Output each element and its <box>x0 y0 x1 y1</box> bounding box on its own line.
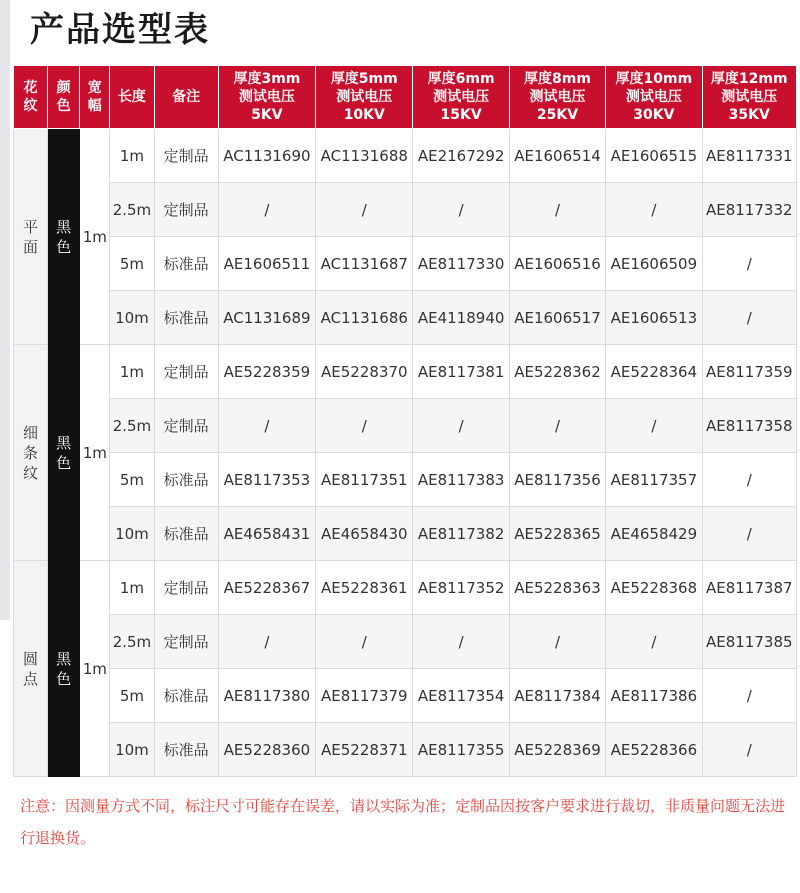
product-code-cell: AE5228369 <box>509 723 605 777</box>
product-code-cell: AE8117356 <box>509 453 605 507</box>
product-code-cell: AE5228366 <box>606 723 702 777</box>
product-code-cell: AE5228360 <box>218 723 315 777</box>
product-code-cell: AE8117386 <box>606 669 702 723</box>
product-code-cell: AE8117357 <box>606 453 702 507</box>
note-cell: 定制品 <box>154 345 218 399</box>
note-cell: 定制品 <box>154 615 218 669</box>
length-cell: 1m <box>110 129 154 183</box>
product-code-cell: / <box>413 615 509 669</box>
product-code-cell: AE1606515 <box>606 129 702 183</box>
note-cell: 定制品 <box>154 129 218 183</box>
table-row <box>14 129 797 183</box>
product-code-cell: / <box>702 723 796 777</box>
product-code-cell: AE4658430 <box>316 507 413 561</box>
product-code-cell: AE5228361 <box>316 561 413 615</box>
header-note: 备注 <box>154 66 218 129</box>
length-cell: 5m <box>110 453 154 507</box>
product-code-cell: / <box>702 453 796 507</box>
length-cell: 2.5m <box>110 399 154 453</box>
note-cell: 定制品 <box>154 183 218 237</box>
product-code-cell: / <box>702 507 796 561</box>
header-thickness-8mm: 厚度8mm 测试电压 25KV <box>509 66 605 129</box>
product-code-cell: AE8117385 <box>702 615 796 669</box>
product-code-cell: / <box>509 183 605 237</box>
product-code-cell: AE1606513 <box>606 291 702 345</box>
product-code-cell: / <box>702 237 796 291</box>
product-code-cell: AE8117331 <box>702 129 796 183</box>
header-thickness-12mm: 厚度12mm 测试电压 35KV <box>702 66 796 129</box>
product-code-cell: AE8117383 <box>413 453 509 507</box>
note-cell: 标准品 <box>154 669 218 723</box>
product-code-cell: AE8117381 <box>413 345 509 399</box>
header-pattern: 花纹 <box>14 66 48 129</box>
product-code-cell: AE1606516 <box>509 237 605 291</box>
length-cell: 5m <box>110 237 154 291</box>
table-row <box>14 345 797 399</box>
table-row <box>14 561 797 615</box>
note-cell: 标准品 <box>154 723 218 777</box>
product-code-cell: / <box>606 399 702 453</box>
product-code-cell: AE8117379 <box>316 669 413 723</box>
note-cell: 定制品 <box>154 561 218 615</box>
product-code-cell: AE8117354 <box>413 669 509 723</box>
product-code-cell: AE4118940 <box>413 291 509 345</box>
product-code-cell: / <box>316 615 413 669</box>
product-code-cell: AE8117358 <box>702 399 796 453</box>
product-code-cell: / <box>218 615 315 669</box>
product-code-cell: AE5228368 <box>606 561 702 615</box>
table-row <box>14 399 797 453</box>
table-row <box>14 507 797 561</box>
table-row <box>14 453 797 507</box>
header-thickness-10mm: 厚度10mm 测试电压 30KV <box>606 66 702 129</box>
footnote: 注意：因测量方式不同，标注尺寸可能存在误差，请以实际为准；定制品因按客户要求进行裁切，非质量问题无法进行退换货。 <box>20 797 786 847</box>
header-length: 长度 <box>110 66 154 129</box>
product-code-cell: AE1606509 <box>606 237 702 291</box>
product-code-cell: AE1606514 <box>509 129 605 183</box>
product-code-cell: AE8117351 <box>316 453 413 507</box>
note-cell: 标准品 <box>154 453 218 507</box>
product-code-cell: AE5228367 <box>218 561 315 615</box>
table-row <box>14 291 797 345</box>
note-cell: 标准品 <box>154 507 218 561</box>
product-code-cell: AE8117355 <box>413 723 509 777</box>
header-width: 宽幅 <box>80 66 110 129</box>
note-cell: 标准品 <box>154 291 218 345</box>
product-code-cell: AE5228364 <box>606 345 702 399</box>
product-code-cell: / <box>509 615 605 669</box>
product-code-cell: AE4658431 <box>218 507 315 561</box>
length-cell: 2.5m <box>110 183 154 237</box>
product-code-cell: / <box>606 183 702 237</box>
product-code-cell: AE5228371 <box>316 723 413 777</box>
product-code-cell: AE8117382 <box>413 507 509 561</box>
page-title: 产品选型表 <box>30 10 210 50</box>
product-code-cell: AE8117387 <box>702 561 796 615</box>
product-code-cell: AE8117359 <box>702 345 796 399</box>
product-code-cell: AE8117352 <box>413 561 509 615</box>
table-row <box>14 615 797 669</box>
pattern-cell: 细条纹 <box>14 345 48 561</box>
note-cell: 标准品 <box>154 237 218 291</box>
product-code-cell: AE5228365 <box>509 507 605 561</box>
product-code-cell: AC1131689 <box>218 291 315 345</box>
length-cell: 5m <box>110 669 154 723</box>
product-code-cell: AE8117353 <box>218 453 315 507</box>
product-code-cell: AE4658429 <box>606 507 702 561</box>
pattern-cell: 平面 <box>14 129 48 345</box>
table-row <box>14 237 797 291</box>
table-row <box>14 183 797 237</box>
width-cell: 1m <box>80 129 110 345</box>
product-code-cell: / <box>218 399 315 453</box>
left-accent-bar <box>0 0 10 620</box>
product-code-cell: AE8117384 <box>509 669 605 723</box>
product-code-cell: AE1606511 <box>218 237 315 291</box>
product-code-cell: / <box>606 615 702 669</box>
product-code-cell: AE5228362 <box>509 345 605 399</box>
product-code-cell: AC1131686 <box>316 291 413 345</box>
length-cell: 10m <box>110 723 154 777</box>
product-selection-table <box>13 65 797 777</box>
product-code-cell: AC1131687 <box>316 237 413 291</box>
product-code-cell: AE8117332 <box>702 183 796 237</box>
length-cell: 1m <box>110 345 154 399</box>
product-code-cell: / <box>702 291 796 345</box>
header-color: 颜色 <box>48 66 80 129</box>
width-cell: 1m <box>80 561 110 777</box>
length-cell: 10m <box>110 507 154 561</box>
color-cell: 黑色 <box>48 561 80 777</box>
product-code-cell: AE8117380 <box>218 669 315 723</box>
table-header-row <box>14 66 797 129</box>
table-body <box>14 129 797 777</box>
color-cell: 黑色 <box>48 345 80 561</box>
product-code-cell: / <box>702 669 796 723</box>
product-code-cell: / <box>509 399 605 453</box>
length-cell: 2.5m <box>110 615 154 669</box>
product-code-cell: AE2167292 <box>413 129 509 183</box>
product-code-cell: AC1131688 <box>316 129 413 183</box>
product-code-cell: AE1606517 <box>509 291 605 345</box>
note-cell: 定制品 <box>154 399 218 453</box>
product-code-cell: AE8117330 <box>413 237 509 291</box>
product-code-cell: / <box>218 183 315 237</box>
product-code-cell: / <box>413 399 509 453</box>
product-code-cell: AE5228359 <box>218 345 315 399</box>
header-thickness-3mm: 厚度3mm 测试电压 5KV <box>218 66 315 129</box>
table-row <box>14 669 797 723</box>
table-row <box>14 723 797 777</box>
length-cell: 10m <box>110 291 154 345</box>
product-code-cell: AC1131690 <box>218 129 315 183</box>
width-cell: 1m <box>80 345 110 561</box>
product-code-cell: / <box>413 183 509 237</box>
header-thickness-5mm: 厚度5mm 测试电压 10KV <box>316 66 413 129</box>
product-code-cell: AE5228363 <box>509 561 605 615</box>
pattern-cell: 圆点 <box>14 561 48 777</box>
length-cell: 1m <box>110 561 154 615</box>
product-code-cell: / <box>316 399 413 453</box>
header-thickness-6mm: 厚度6mm 测试电压 15KV <box>413 66 509 129</box>
product-code-cell: AE5228370 <box>316 345 413 399</box>
color-cell: 黑色 <box>48 129 80 345</box>
product-code-cell: / <box>316 183 413 237</box>
